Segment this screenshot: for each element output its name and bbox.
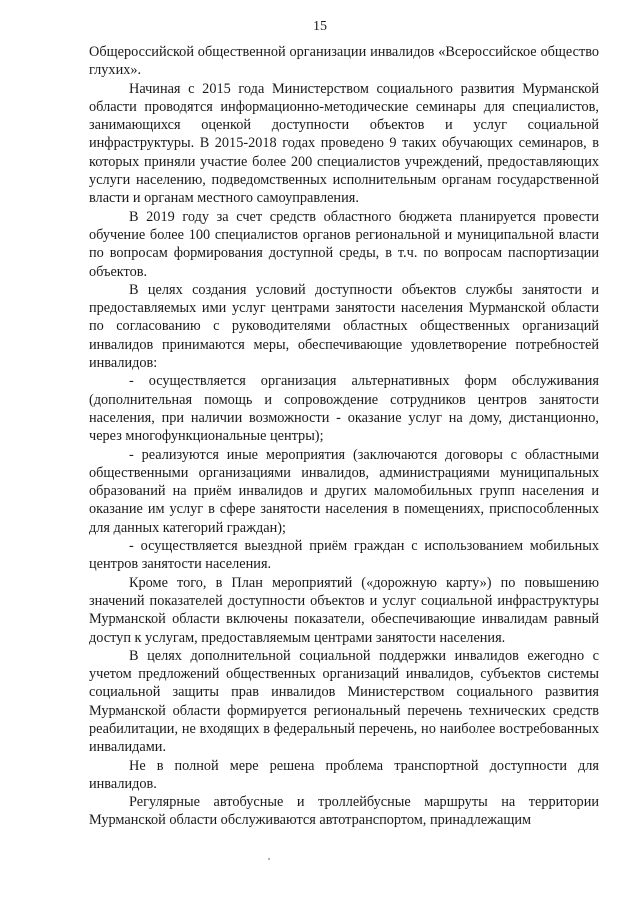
paragraph-6: В целях дополнительной социальной поддержки инвалидов ежегодно с учетом предложений общественных организаций инвалидов, субъектов системы социальной защиты прав инвалидов Министерством социального развития Мурманской области формируется региональный перечень технических средств реабилитации, не входящих в федеральный перечень, но наиболее востребованных инвалидами. — [89, 647, 599, 756]
paragraph-8: Регулярные автобусные и троллейбусные маршруты на территории Мурманской области обслуживаются автотранспортом, принадлежащим — [89, 794, 599, 829]
paragraph-3: В 2019 году за счет средств областного бюджета планируется провести обучение более 100 специалистов органов региональной и муниципальной власти по вопросам формирования доступной среды, в т.ч. по вопросам паспортизации объектов. — [89, 208, 599, 280]
list-item-3: - осуществляется выездной приём граждан с использованием мобильных центров занятости населения. — [89, 538, 599, 573]
paragraph-4: В целях создания условий доступности объектов службы занятости и предоставляемых ими услуг центрами занятости населения Мурманской области по согласованию с руководителями областных общественных организаций инвалидов принимаются меры, обеспечивающие удовлетворение потребностей инвалидов: — [89, 281, 599, 372]
list-item-1: - осуществляется организация альтернативных форм обслуживания (дополнительная помощь и сопровождение сотрудников центров занятости населения, при наличии возможности - оказание услуг на дому, дистанционно, через многофункциональные центры); — [89, 373, 599, 445]
paragraph-1: Общероссийской общественной организации инвалидов «Всероссийское общество глухих». — [89, 44, 599, 79]
document-body — [89, 43, 599, 830]
page-number: 15 — [313, 19, 327, 34]
paragraph-5: Кроме того, в План мероприятий («дорожную карту») по повышению значений показателей доступности объектов и услуг социальной инфраструктуры Мурманской области включены показатели, обеспечивающие инвалидам равный доступ к услугам, предоставляемым центрами занятости населения. — [89, 574, 599, 646]
paragraph-7: Не в полной мере решена проблема транспортной доступности для инвалидов. — [89, 757, 599, 792]
list-item-2: - реализуются иные мероприятия (заключаются договоры с областными общественными организациями инвалидов, администрациями муниципальных образований на приём инвалидов и других маломобильных групп населения и оказание им услуг в сфере занятости населения в помещениях, приспособленных для данных категорий граждан); — [89, 446, 599, 536]
paragraph-2: Начиная с 2015 года Министерством социального развития Мурманской области проводятся информационно-методические семинары для специалистов, занимающихся оценкой доступности объектов и услуг социальной инфраструктуры. В 2015-2018 годах проведено 9 таких обучающих семинаров, в которых приняли участие более 200 специалистов учреждений, предоставляющих услуги населению, подведомственных исполнительным органам государственной власти и органам местного самоуправления. — [89, 80, 599, 207]
scan-speck — [268, 858, 270, 860]
